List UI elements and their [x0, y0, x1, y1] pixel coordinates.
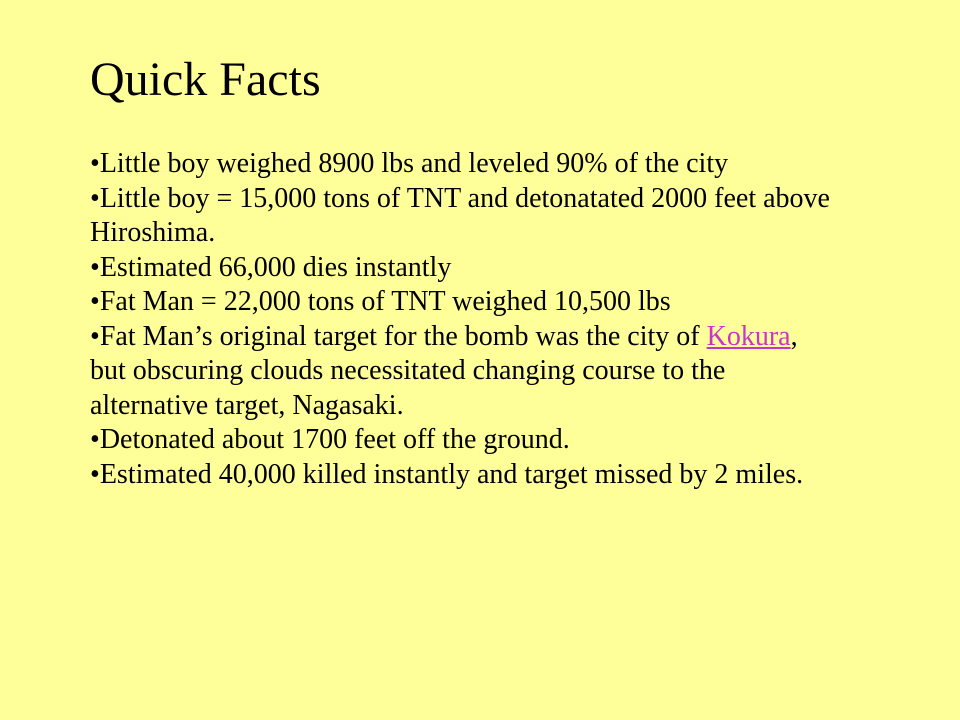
bullet-text: Fat Man’s original target for the bomb was the city of — [99, 320, 707, 352]
bullet-list — [90, 147, 840, 492]
bullet-icon: • — [90, 251, 100, 283]
bullet-icon: • — [90, 286, 100, 317]
list-item — [90, 423, 840, 458]
bullet-text: Little boy = 15,000 tons of TNT and detonatated 2000 feet above Hiroshima. — [90, 182, 830, 248]
slide-title: Quick Facts — [90, 53, 321, 106]
bullet-icon: • — [90, 182, 100, 214]
bullet-text: Estimated 66,000 dies instantly — [99, 251, 452, 283]
bullet-text: Fat Man = 22,000 tons of TNT weighed 10,500 lbs — [99, 286, 671, 317]
list-item — [90, 458, 840, 493]
bullet-text: , but obscuring clouds necessitated changing course to the alternative target, Nagasaki. — [90, 320, 798, 421]
list-item — [90, 182, 840, 251]
bullet-text: Little boy weighed 8900 lbs and leveled 90% of the city — [99, 148, 729, 179]
kokura-link[interactable]: Kokura — [706, 320, 791, 352]
list-item — [90, 147, 840, 182]
bullet-icon: • — [90, 148, 100, 179]
list-item — [90, 251, 840, 286]
bullet-icon: • — [90, 458, 100, 490]
list-item — [90, 285, 840, 320]
bullet-text: Estimated 40,000 killed instantly and target missed by 2 miles. — [99, 458, 804, 490]
bullet-icon: • — [90, 320, 100, 352]
list-item — [90, 320, 840, 424]
bullet-text: Detonated about 1700 feet off the ground. — [99, 424, 570, 455]
bullet-icon: • — [90, 424, 100, 455]
